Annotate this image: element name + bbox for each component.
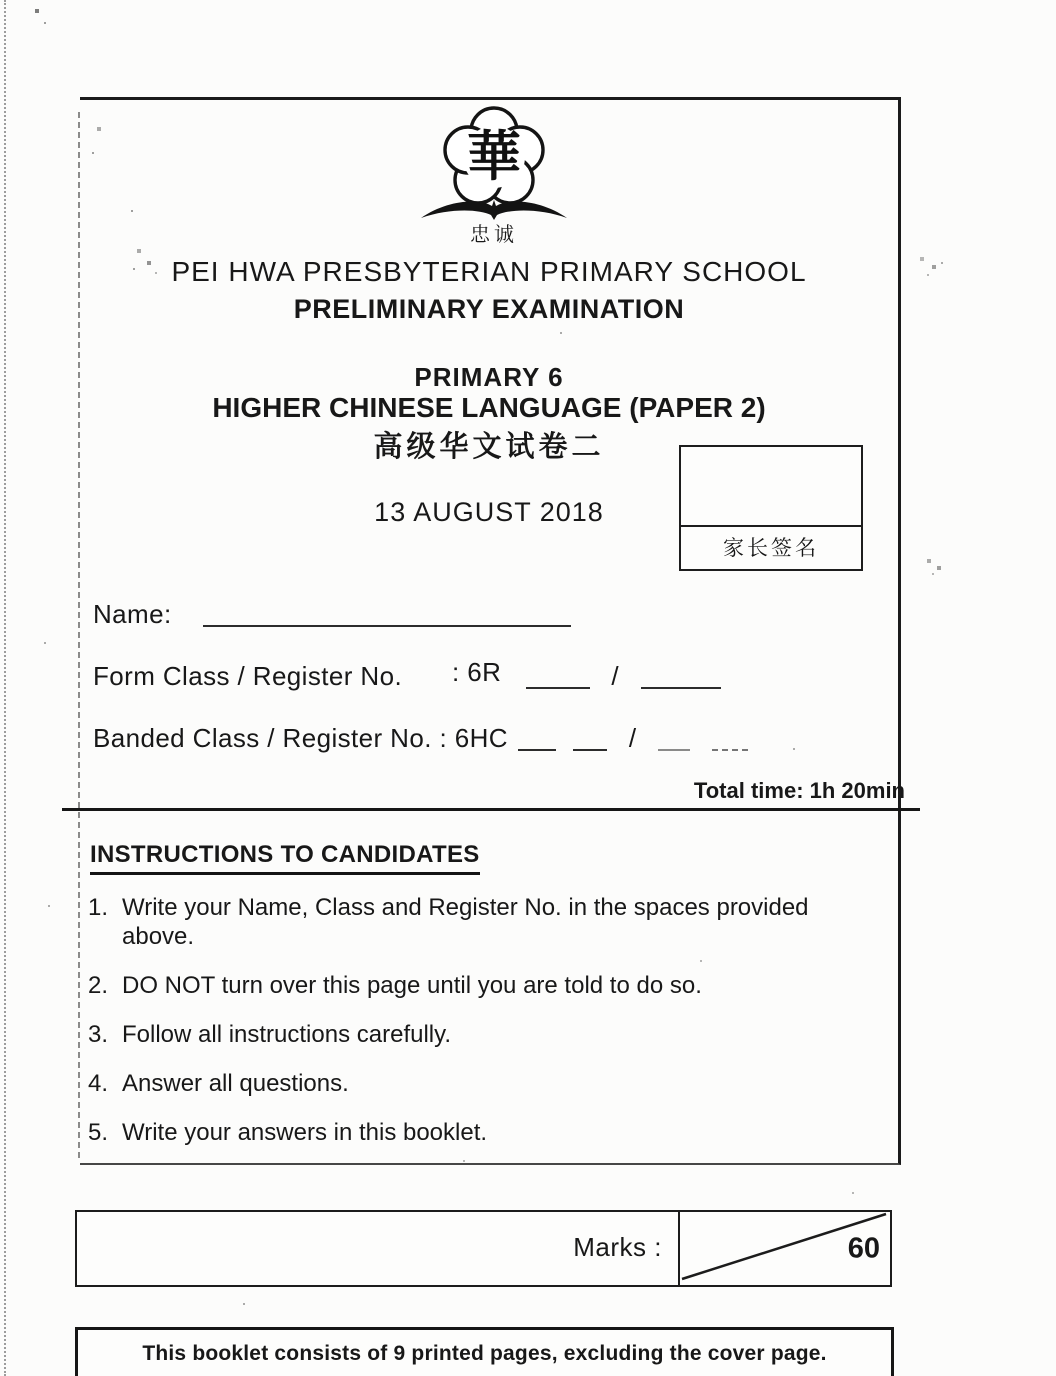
exam-level: PRIMARY 6 [414,362,564,392]
signature-space [681,447,861,527]
instruction-text: Answer all questions. [122,1070,349,1097]
banded-class-field-row [93,719,748,754]
instruction-text: Write your Name, Class and Register No. in the spaces provided above. [122,894,809,950]
exam-title: PRELIMINARY EXAMINATION [293,294,685,324]
horizontal-divider [62,808,920,811]
scan-noise-speckles [0,0,2,2]
instruction-item [88,893,848,951]
crest-character: 華 [467,127,521,187]
name-label: Name: [93,599,172,629]
exam-subject: HIGHER CHINESE LANGUAGE (PAPER 2) [212,392,766,423]
instruction-text: DO NOT turn over this page until you are told to do so. [122,972,702,999]
parent-signature-box [679,445,863,571]
instruction-item [88,971,848,1000]
footer-note: This booklet consists of 9 printed pages, excluding the cover page. [142,1342,827,1365]
form-class-label: Form Class / Register No. [93,661,403,691]
total-time: Total time: 1h 20min [693,778,905,803]
crest-motto: 忠诚 [470,224,518,244]
exam-subject-chinese: 高级华文试卷二 [373,431,605,463]
banded-register-blank-2 [712,723,748,751]
form-class-field-row [93,657,721,692]
form-class-blank [526,661,590,689]
banded-class-label: Banded Class / Register No. : 6HC [93,723,508,753]
school-crest-logo [409,104,579,244]
instruction-number: 1. [88,894,109,921]
form-slash: / [611,661,619,691]
instruction-item [88,1118,848,1147]
name-field-row [93,595,571,630]
marks-total: 60 [847,1232,880,1264]
instruction-number: 2. [88,972,109,999]
instructions-list [88,893,848,1167]
instruction-text: Follow all instructions carefully. [122,1021,452,1048]
banded-register-blank-1 [658,723,690,751]
marks-score-cell [678,1212,890,1285]
banded-class-blank-2 [573,723,607,751]
plum-blossom-crest-icon [409,104,579,244]
instruction-number: 5. [88,1119,109,1146]
instruction-item [88,1020,848,1049]
instruction-item [88,1069,848,1098]
form-class-value-prefix: : 6R [452,657,502,687]
instruction-text: Write your answers in this booklet. [122,1119,488,1146]
marks-label: Marks : [573,1232,662,1262]
scan-edge-artifact [4,0,6,1376]
banded-class-blank-1 [518,723,556,751]
banded-slash: / [628,723,637,753]
instruction-number: 3. [88,1021,109,1048]
open-book-icon [421,200,567,220]
form-register-blank [641,661,721,689]
instructions-heading: INSTRUCTIONS TO CANDIDATES [90,841,480,875]
name-blank-line [203,599,571,627]
exam-date: 13 AUGUST 2018 [374,497,604,527]
marks-box [75,1210,892,1287]
signature-label: 家长签名 [723,537,819,560]
school-name: PEI HWA PRESBYTERIAN PRIMARY SCHOOL [171,256,807,287]
instruction-number: 4. [88,1070,109,1097]
footer-note-box [75,1327,894,1376]
